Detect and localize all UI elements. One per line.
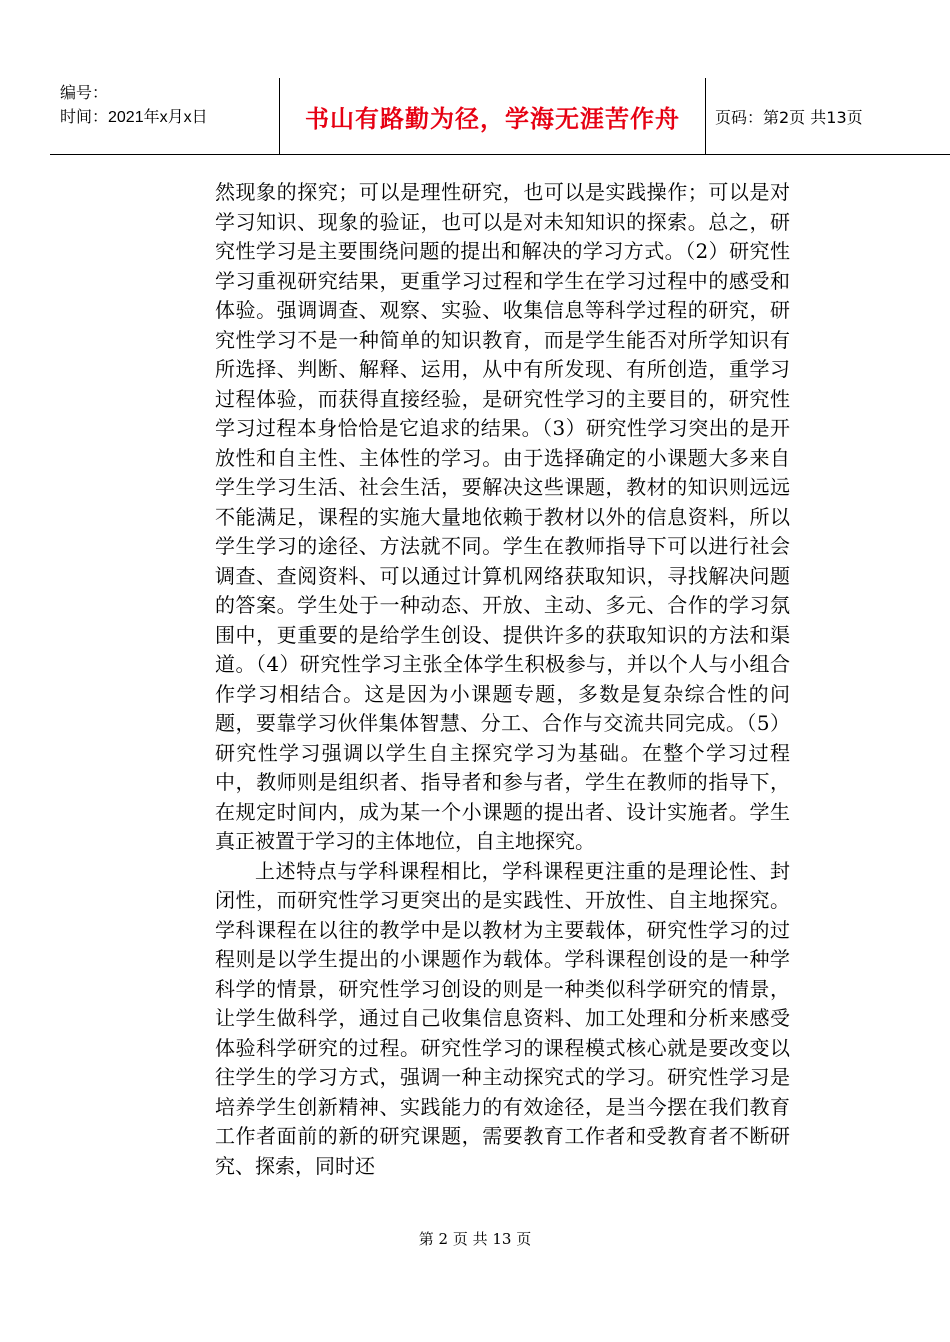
document-time-label: 时间：2021年x月x日 xyxy=(60,109,208,126)
header-motto: 书山有路勤为径，学海无涯苦作舟 xyxy=(305,104,680,133)
header-meta xyxy=(60,82,280,130)
page-footer: 第 2 页 共 13 页 xyxy=(418,1230,532,1248)
document-body xyxy=(215,178,790,1181)
header-divider-right xyxy=(705,78,706,154)
page-header xyxy=(50,78,950,155)
document-number-label: 编号： xyxy=(60,85,109,102)
body-paragraph: 然现象的探究；可以是理性研究，也可以是实践操作；可以是对学习知识、现象的验证，也可以是对未知知识的探索。总之，研究性学习是主要围绕问题的提出和解决的学习方式。（2）研究性学习重视研究结果，更重学习过程和学生在学习过程中的感受和体验。强调调查、观察、实验、收集信息等科学过程的研究，研究性学习不是一种简单的知识教育，而是学生能否对所学知识有所选择、判断、解释、运用，从中有所发现、有所创造，重学习过程体验，而获得直接经验，是研究性学习的主要目的，研究性学习过程本身恰恰是它追求的结果。（3）研究性学习突出的是开放性和自主性、主体性的学习。由于选择确定的小课题大多来自学生学习生活、社会生活，要解决这些课题，教材的知识则远远不能满足，课程的实施大量地依赖于教材以外的信息资料，所以学生学习的途径、方法就不同。学生在教师指导下可以进行社会调查、查阅资料、可以通过计算机网络获取知识，寻找解决问题的答案。学生处于一种动态、开放、主动、多元、合作的学习氛围中，更重要的是给学生创设、提供许多的获取知识的方法和渠道。（4）研究性学习主张全体学生积极参与，并以个人与小组合作学习相结合。这是因为小课题专题，多数是复杂综合性的问题，要靠学习伙伴集体智慧、分工、合作与交流共同完成。（5）研究性学习强调以学生自主探究学习为基础。在整个学习过程中，教师则是组织者、指导者和参与者，学生在教师的指导下，在规定时间内，成为某一个小课题的提出者、设计实施者。学生真正被置于学习的主体地位，自主地探究。 xyxy=(215,180,790,853)
body-paragraph: 上述特点与学科课程相比，学科课程更注重的是理论性、封闭性，而研究性学习更突出的是实践性、开放性、自主地探究。学科课程在以往的教学中是以教材为主要载体，研究性学习的过程则是以学生提出的小课题作为载体。学科课程创设的是一种学科学的情景，研究性学习创设的则是一种类似科学研究的情景，让学生做科学，通过自己收集信息资料、加工处理和分析来感受体验科学研究的过程。研究性学习的课程模式核心就是要改变以往学生的学习方式，强调一种主动探究式的学习。研究性学习是培养学生创新精神、实践能力的有效途径，是当今摆在我们教育工作者面前的新的研究课题，需要教育工作者和受教育者不断研究、探索，同时还 xyxy=(215,858,790,1178)
header-page-info: 页码：第2页 共13页 xyxy=(715,107,863,127)
